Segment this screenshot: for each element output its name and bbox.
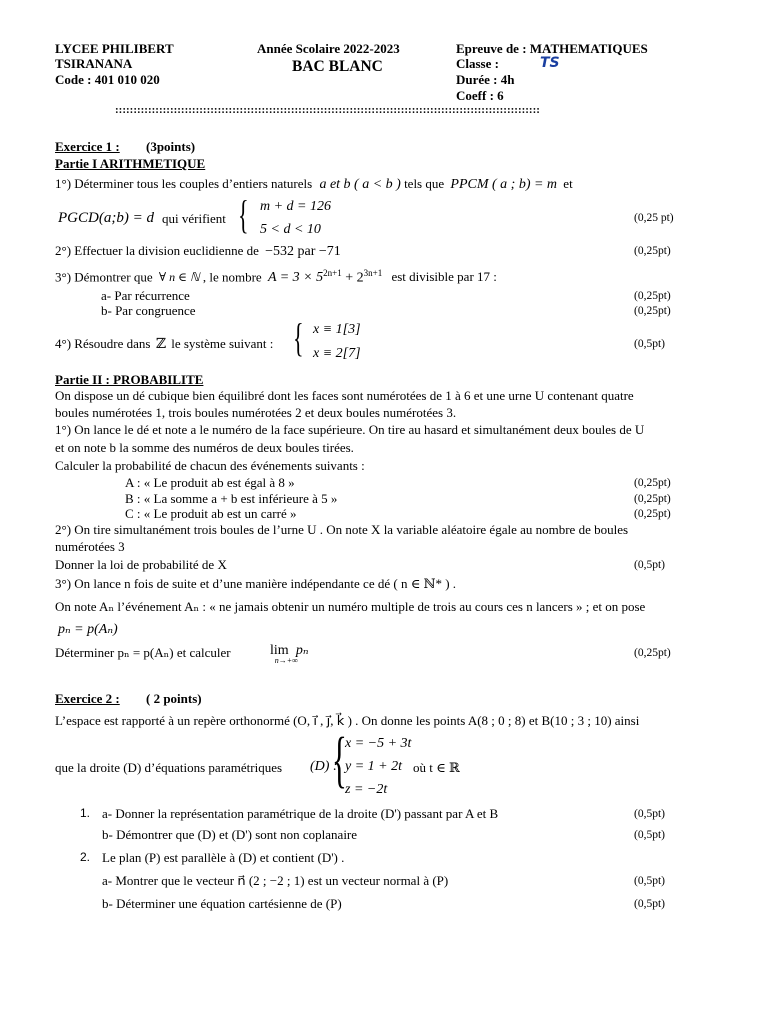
prob-q3-line2: On note Aₙ l’événement Aₙ : « ne jamais obtenir un numéro multiple de trois au cours ces n lancers » ; et on pose [55,599,646,614]
ex2-item1-number: 1. [80,806,91,820]
prob-line3: 1°) On lance le dé et note a le numéro de la face supérieure. On tire au hasard et simultanément deux boules de U [55,422,645,437]
ex2-q2b-points: (0,5pt) [634,898,665,910]
ex2-q2: Le plan (P) est parallèle à (D) et contient (D') . [102,850,345,865]
exercise2-title: Exercice 2 : [55,691,120,706]
subject: Epreuve de : MATHEMATIQUES [456,41,648,56]
event-a-points: (0,25pt) [634,477,671,489]
ex2-system-eq1: x = −5 + 3t [345,736,412,751]
prob-line1: On dispose un dé cubique bien équilibré dont les faces sont numérotées de 1 à 6 et une urne U contenant quatre [55,388,634,403]
school-name-line2: TSIRANANA [55,56,133,71]
q1-system-brace: { [238,192,249,237]
ex2-system-brace: { [332,726,347,794]
header-separator: :::::::::::::::::::::::::::::::::::::::::::::::::::::::::::::::::::::::::::::::::::::::::::::::::::::::::::::::::::: [115,104,540,116]
ex2-q1a: a- Donner la représentation paramétrique de la droite (D') passant par A et B [102,806,499,821]
ex2-system-eq2: y = 1 + 2t [345,759,402,774]
q1-system-eq1: m + d = 126 [260,199,332,214]
q4-system-brace: { [293,315,304,360]
q4-system-eq2: x ≡ 2[7] [313,346,361,361]
school-name-line1: LYCEE PHILIBERT [55,41,174,56]
limit-expression: lim pₙ n→+∞ [270,643,309,665]
class-value: TS [540,55,560,71]
ex2-q2a-points: (0,5pt) [634,875,665,887]
q1-system-eq2: 5 < d < 10 [260,222,321,237]
q4-points: (0,5pt) [634,338,665,350]
event-a: A : « Le produit ab est égal à 8 » [125,475,295,490]
event-b: B : « La somme a + b est inférieure à 5 » [125,491,338,506]
q4-system-eq1: x ≡ 1[3] [313,322,361,337]
exercise1-title: Exercice 1 : [55,139,120,154]
prob-q2-line2: numérotées 3 [55,539,125,554]
q3b: b- Par congruence [101,303,196,318]
ex2-q2b: b- Déterminer une équation cartésienne de (P) [102,896,342,911]
q3-text: 3°) Démontrer que ∀ n ∈ ℕ , le nombre $A = 3 \times 5^{2n+1} + 2^{3n+1}$ est divisible par 17 : [55,268,497,286]
event-c: C : « Le produit ab est un carré » [125,506,297,521]
prob-q2-line3: Donner la loi de probabilité de X [55,557,227,572]
duration: Durée : 4h [456,72,515,87]
q3a: a- Par récurrence [101,288,190,303]
ex2-q2a: a- Montrer que le vecteur n⃗ (2 ; −2 ; 1) est un vecteur normal à (P) [102,873,449,888]
q3b-points: (0,25pt) [634,305,671,317]
q4-text: 4°) Résoudre dans ℤ le système suivant : [55,336,274,352]
class-label: Classe : [456,56,499,71]
school-code: Code : 401 010 020 [55,72,160,87]
prob-q3-line4: Déterminer pₙ = p(Aₙ) et calculer [55,645,231,660]
q1-text: 1°) Déterminer tous les couples d’entiers naturels a et b ( a < b ) tels que PPCM ( a ; b) = m et [55,176,573,192]
q2-points: (0,25pt) [634,245,671,257]
q2-text: 2°) Effectuer la division euclidienne de −532 par −71 [55,243,341,259]
coefficient: Coeff : 6 [456,88,504,103]
q1-pgcd: PGCD(a;b) = d [58,210,154,226]
prob-q3-points: (0,25pt) [634,647,671,659]
prob-line5: Calculer la probabilité de chacun des événements suivants : [55,458,365,473]
exercise1-points: (3points) [146,139,196,154]
prob-q2-line1: 2°) On tire simultanément trois boules de l’urne U . On note X la variable aléatoire égale au nombre de boules [55,522,629,537]
q1-verify: qui vérifient [162,211,226,226]
prob-line2: boules numérotées 1, trois boules numérotées 2 et deux boules numérotées 3. [55,405,457,420]
ex2-q1b-points: (0,5pt) [634,829,665,841]
school-year: Année Scolaire 2022-2023 [257,41,400,56]
prob-q3-line3: pₙ = p(Aₙ) [58,622,118,637]
ex2-item2-number: 2. [80,850,91,864]
ex2-q1a-points: (0,5pt) [634,808,665,820]
exam-title: BAC BLANC [292,58,383,75]
ex2-parameter: où t ∈ ℝ [413,760,460,775]
ex2-line2: que la droite (D) d’équations paramétriques [55,760,283,775]
line-d-label: (D) : [310,759,338,774]
event-b-points: (0,25pt) [634,493,671,505]
exercise2-points: ( 2 points) [146,691,202,706]
ex2-line1: L’espace est rapporté à un repère orthonormé (O, i⃗ , j⃗, k⃗ ) . On donne les points A(8 ; 0 ; 8) et B(10 ; 3 ; 10) ainsi [55,713,640,728]
event-c-points: (0,25pt) [634,508,671,520]
prob-q2-points: (0,5pt) [634,559,665,571]
ex2-system-eq3: z = −2t [345,782,388,797]
prob-q3-line1: 3°) On lance n fois de suite et d’une manière indépendante ce dé ( n ∈ ℕ* ) . [55,576,457,591]
prob-line4: et on note b la somme des numéros de deux boules tirées. [55,440,354,455]
part2-title: Partie II : PROBABILITE [55,372,204,387]
part1-title: Partie I ARITHMETIQUE [55,156,206,171]
q1-points: (0,25 pt) [634,212,674,224]
q3a-points: (0,25pt) [634,290,671,302]
ex2-q1b: b- Démontrer que (D) et (D') sont non coplanaire [102,827,358,842]
